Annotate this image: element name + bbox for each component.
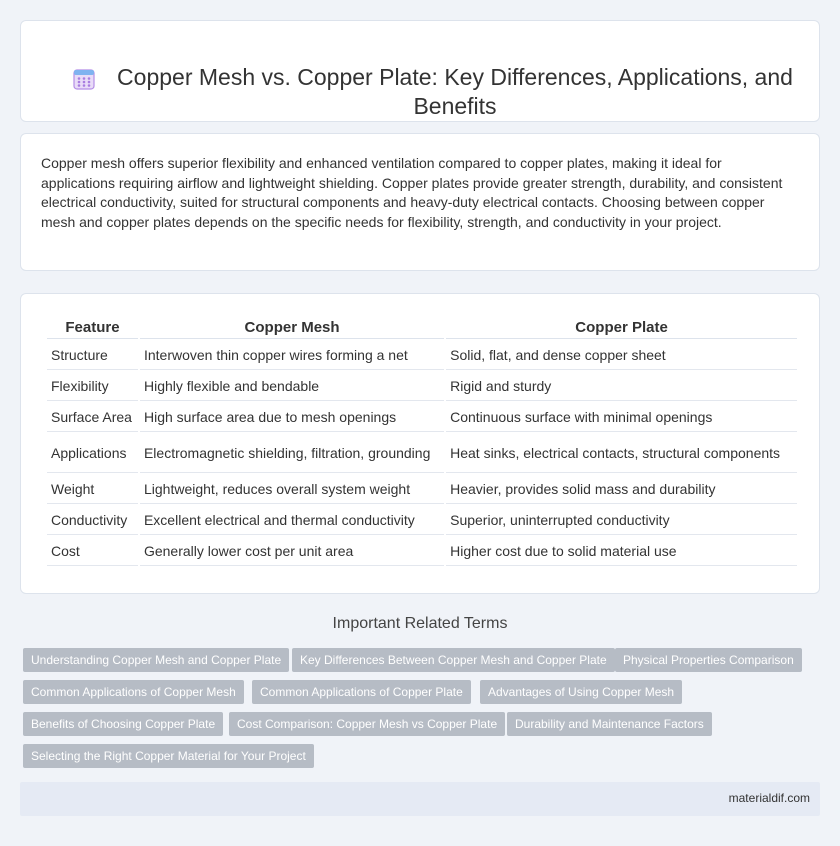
table-cell: Solid, flat, and dense copper sheet	[446, 341, 797, 370]
table-row	[47, 372, 797, 401]
table-row	[47, 341, 797, 370]
table-row	[47, 475, 797, 504]
table-cell: Heat sinks, electrical contacts, structural components	[446, 434, 797, 473]
related-term-tag[interactable]: Selecting the Right Copper Material for Your Project	[23, 744, 314, 768]
table-row	[47, 537, 797, 566]
related-terms-title: Important Related Terms	[332, 615, 508, 632]
related-term-tag[interactable]: Benefits of Choosing Copper Plate	[23, 712, 223, 736]
table-row	[47, 506, 797, 535]
table-cell: Highly flexible and bendable	[140, 372, 444, 401]
footer	[20, 782, 820, 816]
comparison-table-card	[20, 293, 820, 594]
table-cell: Weight	[47, 475, 138, 504]
site-name[interactable]: materialdif.com	[728, 791, 810, 805]
related-term-tag[interactable]: Durability and Maintenance Factors	[507, 712, 712, 736]
table-cell: Cost	[47, 537, 138, 566]
comparison-table	[45, 314, 799, 568]
table-header-row	[47, 316, 797, 339]
table-cell: Surface Area	[47, 403, 138, 432]
table-cell: High surface area due to mesh openings	[140, 403, 444, 432]
related-term-tag[interactable]: Key Differences Between Copper Mesh and Copper Plate	[292, 648, 615, 672]
table-cell: Interwoven thin copper wires forming a net	[140, 341, 444, 370]
related-term-tag[interactable]: Advantages of Using Copper Mesh	[480, 680, 682, 704]
header-card	[20, 20, 820, 122]
calendar-grid-icon	[72, 67, 96, 91]
table-header: Copper Plate	[446, 316, 797, 339]
table-cell: Higher cost due to solid material use	[446, 537, 797, 566]
table-cell: Excellent electrical and thermal conductivity	[140, 506, 444, 535]
table-cell: Flexibility	[47, 372, 138, 401]
intro-text: Copper mesh offers superior flexibility and enhanced ventilation compared to copper plates, making it ideal for applications requiring airflow and lightweight shielding. Copper plates provide greater strength, durability, and consistent electrical conductivity, suited for structural components and heavy-duty electrical contacts. Choosing between copper mesh and copper plates depends on the specific needs for flexibility, strength, and conductivity in your project.	[41, 155, 783, 231]
table-cell: Generally lower cost per unit area	[140, 537, 444, 566]
table-cell: Structure	[47, 341, 138, 370]
table-cell: Continuous surface with minimal openings	[446, 403, 797, 432]
related-term-tag[interactable]: Understanding Copper Mesh and Copper Plate	[23, 648, 289, 672]
table-cell: Conductivity	[47, 506, 138, 535]
related-term-tag[interactable]: Physical Properties Comparison	[615, 648, 802, 672]
table-cell: Applications	[47, 434, 138, 473]
related-term-tag[interactable]: Common Applications of Copper Mesh	[23, 680, 244, 704]
table-row	[47, 403, 797, 432]
related-term-tag[interactable]: Common Applications of Copper Plate	[252, 680, 471, 704]
table-cell: Heavier, provides solid mass and durability	[446, 475, 797, 504]
table-cell: Superior, uninterrupted conductivity	[446, 506, 797, 535]
intro-card	[20, 133, 820, 271]
table-row	[47, 434, 797, 473]
table-cell: Lightweight, reduces overall system weight	[140, 475, 444, 504]
table-header: Feature	[47, 316, 138, 339]
page-title: Copper Mesh vs. Copper Plate: Key Differences, Applications, and Benefits	[117, 64, 793, 119]
table-cell: Electromagnetic shielding, filtration, grounding	[140, 434, 444, 473]
table-cell: Rigid and sturdy	[446, 372, 797, 401]
table-header: Copper Mesh	[140, 316, 444, 339]
related-term-tag[interactable]: Cost Comparison: Copper Mesh vs Copper Plate	[229, 712, 505, 736]
